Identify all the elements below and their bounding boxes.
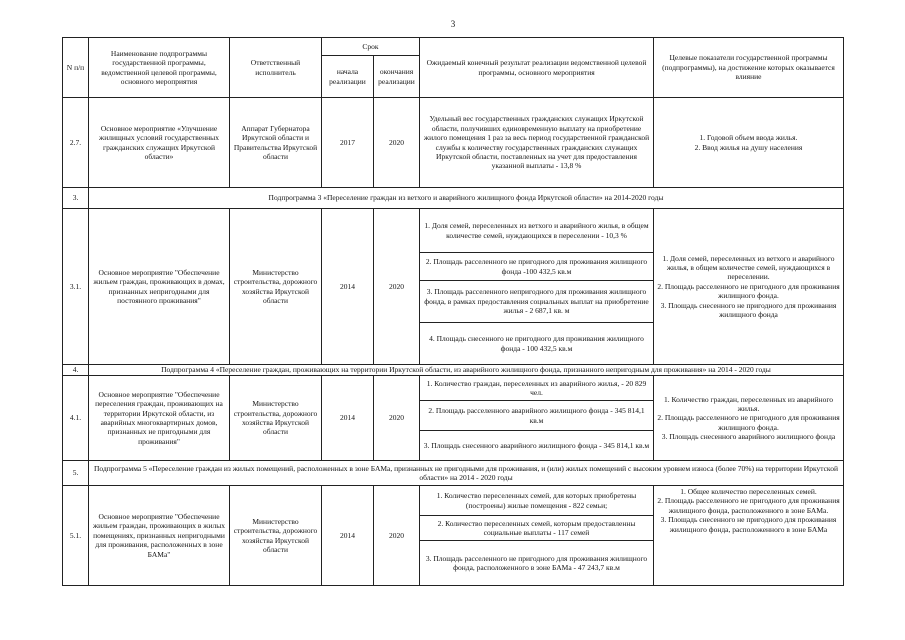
header-name: Наименование подпрограммы государственной программы, ведомственной целевой программы, основного мероприятия	[89, 38, 230, 98]
indicator-item: 2. Площадь расселенного не пригодного для проживания жилищного фонда.	[657, 281, 840, 301]
cell-result: 4. Площадь снесенного не пригодного для проживания жилищного фонда - 100 432,5 кв.м	[420, 323, 654, 365]
cell-end-year: 2020	[374, 376, 420, 461]
header-start: начала реализации	[322, 56, 374, 98]
cell-indicators	[654, 98, 844, 188]
cell-end-year: 2020	[374, 486, 420, 586]
cell-executor: Аппарат Губернатора Иркутской области и Правительства Иркутской области	[230, 98, 322, 188]
cell-num: 4.1.	[63, 376, 89, 461]
cell-start-year: 2014	[322, 376, 374, 461]
subprogram-row-5	[63, 461, 844, 486]
cell-executor: Министерство строительства, дорожного хозяйства Иркутской области	[230, 486, 322, 586]
cell-num: 3.	[63, 188, 89, 209]
indicator-item: 1. Доля семей, переселенных из ветхого и аварийного жилья, в общем количестве семей, нуждающихся в переселении.	[662, 253, 835, 282]
cell-result: 3. Площадь расселенного непригодного для проживания жилищного фонда, в рамках предоставления социальных выплат на приобретение жилья - 2 687,1 кв. м	[420, 281, 654, 323]
header-num: N п/п	[63, 38, 89, 98]
indicator-item: 3. Площадь снесенного не пригодного для проживания жилищного фонда, расположенного в зоне БАМа	[660, 515, 837, 534]
cell-end-year: 2020	[374, 98, 420, 188]
subprogram-row-4	[63, 365, 844, 376]
cell-end-year: 2020	[374, 209, 420, 365]
cell-name: Основное мероприятие "Обеспечение жильем граждан, проживающих в домах, признанных непригодными для постоянного проживания"	[89, 209, 230, 365]
table-row-3-1	[63, 209, 844, 253]
cell-result: Удельный вес государственных гражданских служащих Иркутской области, получивших единовременную выплату на приобретение жилого помещения 1 раз за весь период государственной гражданской службы к количеству государственных гражданских служащих Иркутской области, поставленных на учет для предоставления указанной выплаты - 13,8 %	[420, 98, 654, 188]
indicator-item: 1. Годовой объем ввода жилья.	[699, 133, 798, 143]
cell-start-year: 2014	[322, 209, 374, 365]
cell-result: 1. Количество переселенных семей, для которых приобретены (построены) жилые помещения - 822 семьи;	[420, 486, 654, 516]
subprogram-title: Подпрограмма 3 «Переселение граждан из ветхого и аварийного жилищного фонда Иркутской области» на 2014-2020 годы	[89, 188, 844, 209]
indicator-item: 3. Площадь снесенного аварийного жилищного фонда	[661, 432, 836, 442]
indicator-item: 1. Общее количество переселенных семей.	[680, 487, 817, 496]
cell-name: Основное мероприятие "Обеспечение жильем граждан, проживающих в жилых помещениях, признанных непригодными для проживания, расположенных в зоне БАМа"	[89, 486, 230, 586]
indicator-item: 2. Площадь расселенного не пригодного для проживания жилищного фонда.	[657, 413, 840, 432]
header-result: Ожидаемый конечный результат реализации ведомственной целевой программы, основного мероприятия	[420, 38, 654, 98]
table-row-4-1	[63, 376, 844, 401]
indicator-item: 3. Площадь снесенного не пригодного для проживания жилищного фонда	[660, 300, 837, 319]
header-end: окончания реализации	[374, 56, 420, 98]
cell-indicators	[654, 209, 844, 365]
indicator-item: 1. Количество граждан, переселенных из аварийного жилья.	[663, 394, 834, 413]
header-executor: Ответственный исполнитель	[230, 38, 322, 98]
cell-result: 3. Площадь снесенного аварийного жилищного фонда - 345 814,1 кв.м	[420, 431, 654, 461]
page-number: 3	[450, 19, 456, 29]
cell-executor: Министерство строительства, дорожного хозяйства Иркутской области	[230, 376, 322, 461]
cell-start-year: 2014	[322, 486, 374, 586]
cell-num: 3.1.	[63, 209, 89, 365]
indicator-item: 2. Ввод жилья на душу населения	[694, 142, 803, 152]
program-table	[62, 37, 844, 586]
cell-result: 2. Площадь расселенного аварийного жилищного фонда - 345 814,1 кв.м	[420, 401, 654, 431]
subprogram-title: Подпрограмма 5 «Переселение граждан из жилых помещений, расположенных в зоне БАМа, признанных не пригодными для проживания, и (или) жилых помещений с высоким уровнем износа (более 70%) на территории Иркутской области» на 2014 - 2020 годы	[89, 461, 844, 486]
header-period: Срок	[322, 38, 420, 56]
cell-name: Основное мероприятие «Улучшение жилищных условий государственных гражданских служащих Иркутской области»	[89, 98, 230, 188]
header-row	[63, 38, 844, 56]
subprogram-row-3	[63, 188, 844, 209]
table-row-5-1	[63, 486, 844, 516]
cell-result: 2. Площадь расселенного не пригодного для проживания жилищного фонда -100 432,5 кв.м	[420, 253, 654, 281]
cell-num: 5.	[63, 461, 89, 486]
subprogram-title: Подпрограмма 4 «Переселение граждан, проживающих на территории Иркутской области, из аварийного жилищного фонда, признанного непригодным для проживания» на 2014 - 2020 годы	[89, 365, 844, 376]
cell-num: 4.	[63, 365, 89, 376]
cell-result: 3. Площадь расселенного не пригодного для проживания жилищного фонда, расположенного в зоне БАМа - 47 243,7 кв.м	[420, 541, 654, 586]
cell-num: 5.1.	[63, 486, 89, 586]
cell-indicators	[654, 486, 844, 586]
cell-name: Основное мероприятие "Обеспечение переселения граждан, проживающих на территории Иркутской области, из аварийных многоквартирных домов, признанных не пригодными для проживания"	[89, 376, 230, 461]
cell-result: 1. Доля семей, переселенных из ветхого и аварийного жилья, в общем количестве семей, нуждающихся в переселении - 10,3 %	[420, 209, 654, 253]
table-row-2-7	[63, 98, 844, 188]
cell-result: 2. Количество переселенных семей, которым предоставленны социальные выплаты - 117 семей	[420, 516, 654, 541]
header-indicators: Целевые показатели государственной программы (подпрограммы), на достижение которых оказывается влияние	[654, 38, 844, 98]
indicator-item: 2. Площадь расселенного не пригодного для проживания жилищного фонда, расположенного в зоне БАМа.	[657, 496, 840, 515]
cell-num: 2.7.	[63, 98, 89, 188]
cell-indicators	[654, 376, 844, 461]
cell-start-year: 2017	[322, 98, 374, 188]
cell-result: 1. Количество граждан, переселенных из аварийного жилья, - 20 829 чел.	[420, 376, 654, 401]
cell-executor: Министерство строительства, дорожного хозяйства Иркутской области	[230, 209, 322, 365]
